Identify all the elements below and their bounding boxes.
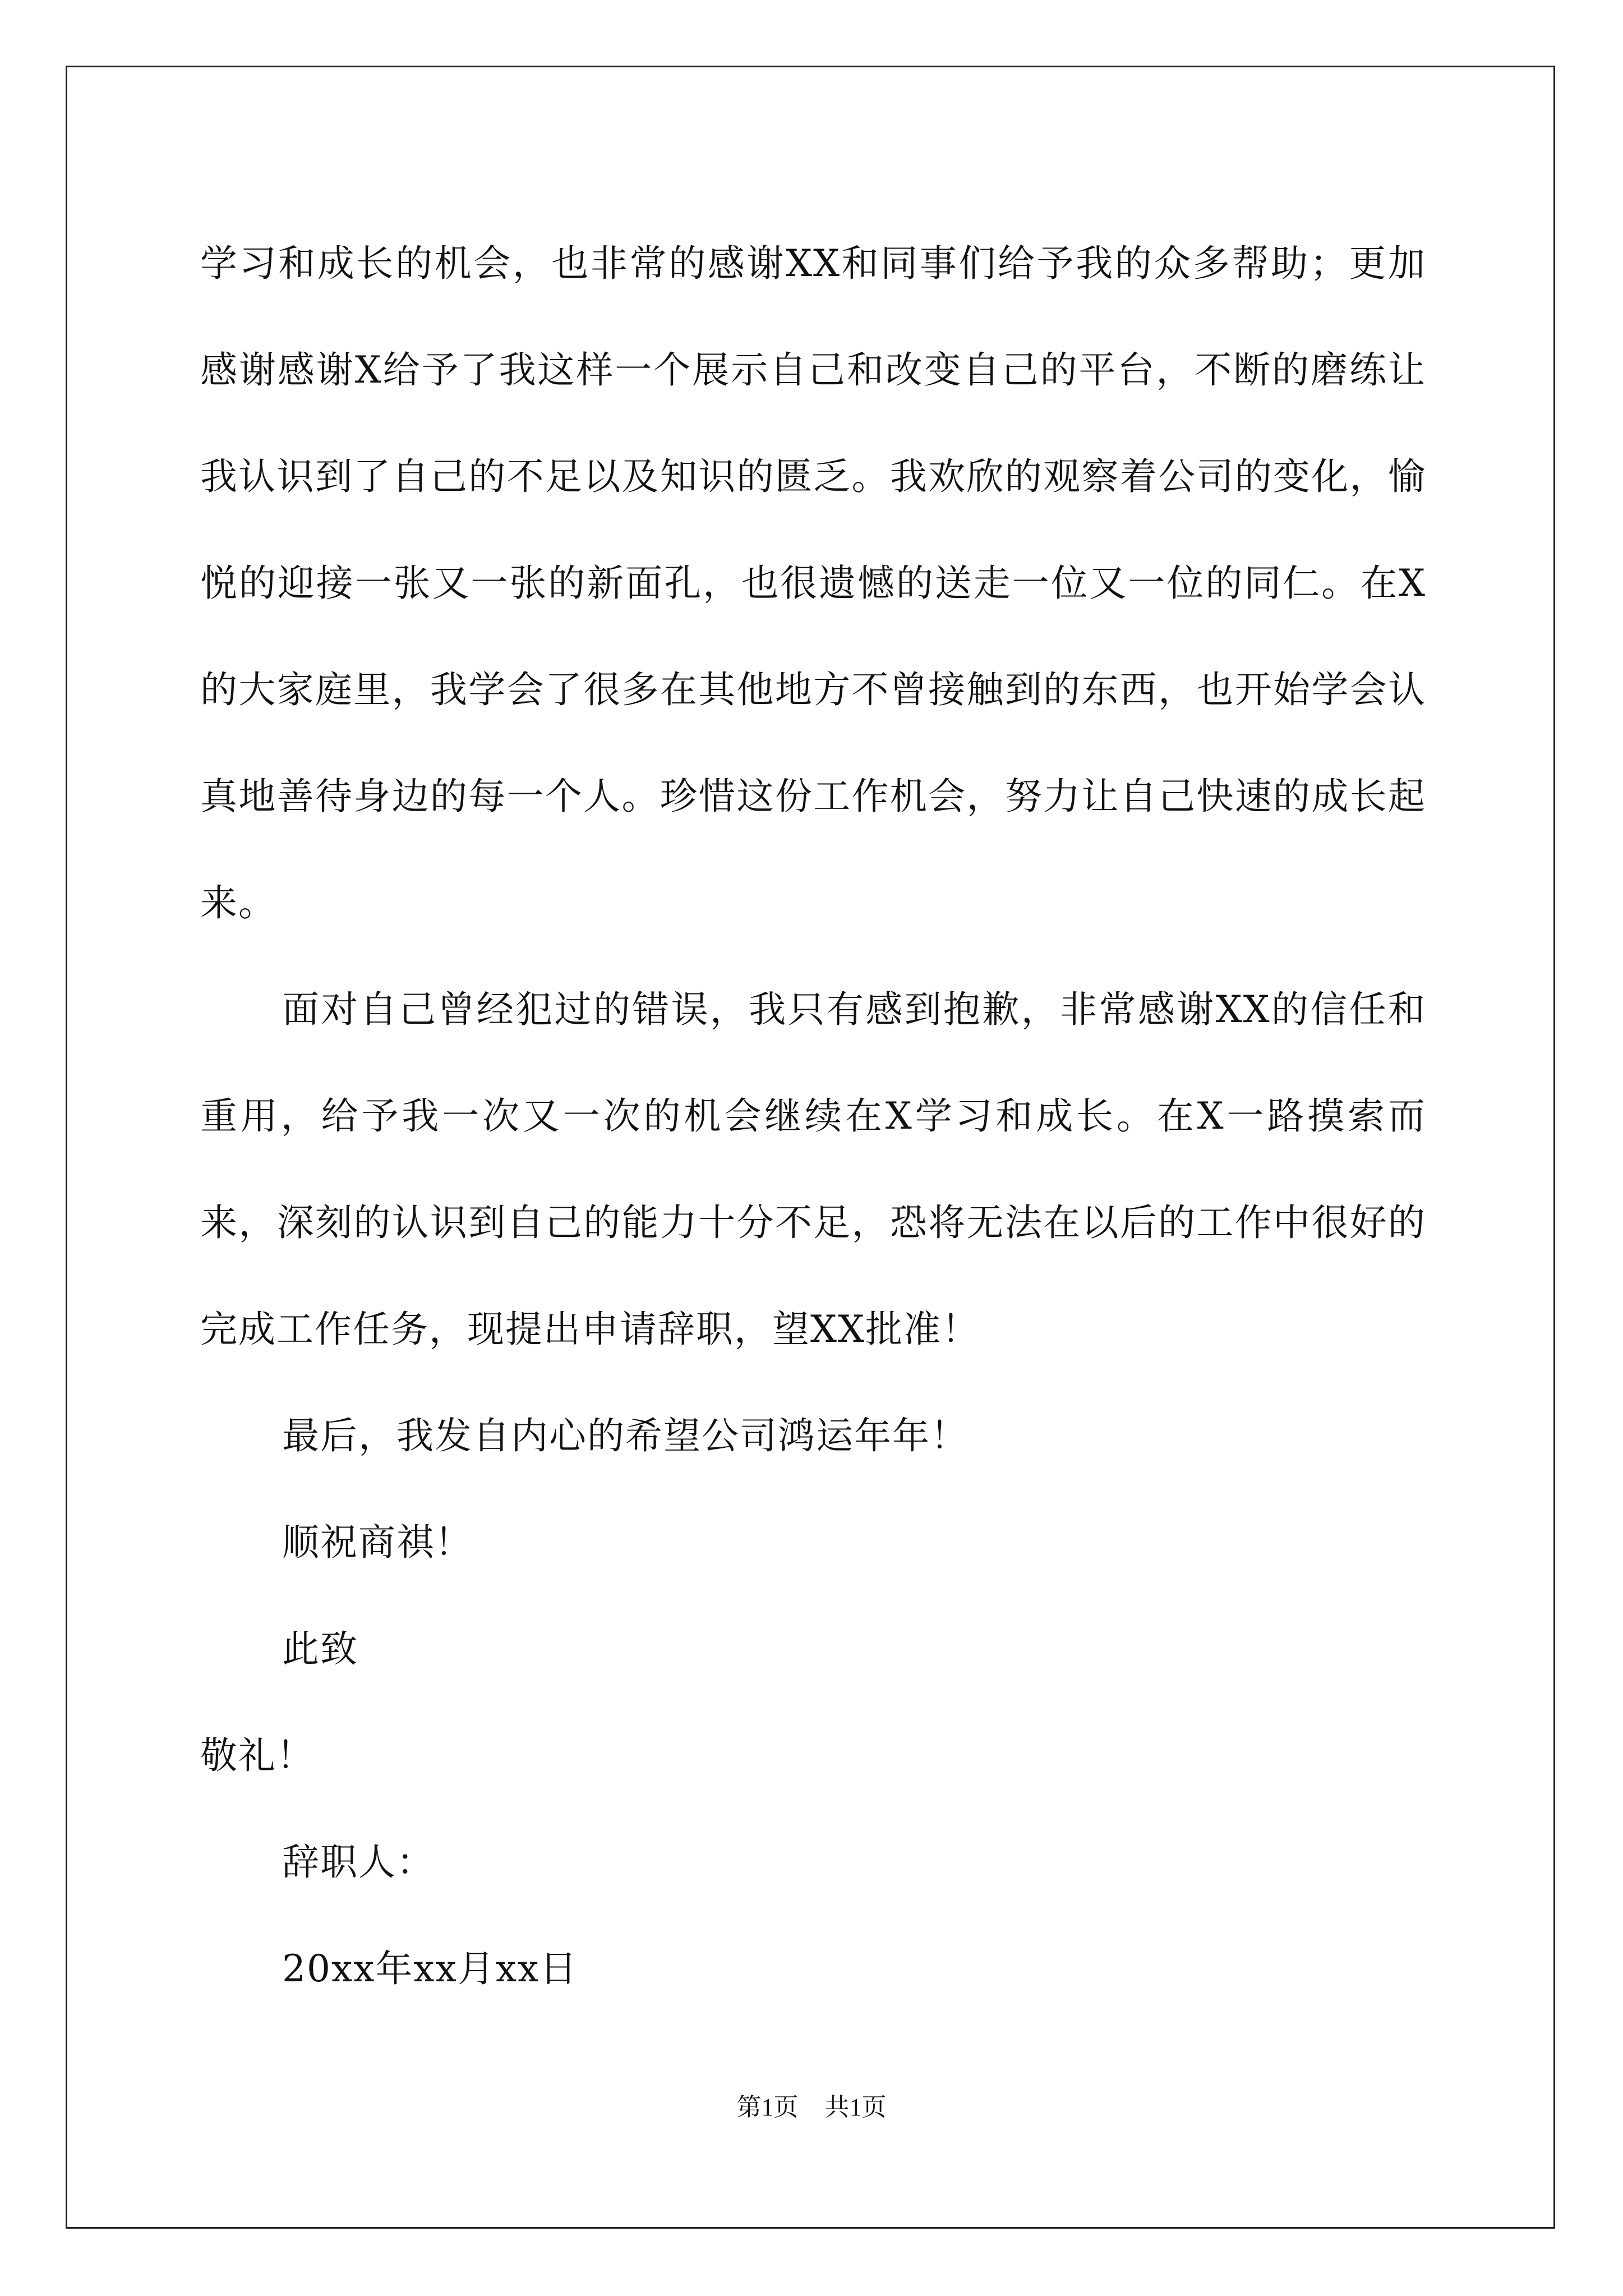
paragraph-gratitude: 学习和成长的机会，也非常的感谢XX和同事们给予我的众多帮助；更加感谢感谢X给予了我这样一个展示自己和改变自己的平台，不断的磨练让我认识到了自己的不足以及知识的匮乏。我欢欣的观察着公司的变化，愉悦的迎接一张又一张的新面孔，也很遗憾的送走一位又一位的同仁。在X的大家庭里，我学会了很多在其他地方不曾接触到的东西，也开始学会认真地善待身边的每一个人。珍惜这份工作机会，努力让自己快速的成长起来。: [200, 242, 1426, 924]
paragraph-regards: 顺祝商祺！: [282, 1521, 473, 1564]
paragraph-wishes: 最后，我发自内心的希望公司鸿运年年！: [282, 1414, 969, 1457]
closing-cizhi: 此致: [282, 1627, 358, 1671]
signature-label: 辞职人：: [282, 1841, 435, 1884]
page-footer: [0, 2087, 1623, 2123]
closing-jingli: 敬礼！: [200, 1734, 315, 1777]
page-number-current: 第1页: [736, 2093, 799, 2121]
date-line: 20xx年xx月xx日: [282, 1947, 578, 1990]
letter-body: [200, 210, 1426, 2022]
paragraph-apology: 面对自己曾经犯过的错误，我只有感到抱歉，非常感谢XX的信任和重用，给予我一次又一次的机会继续在X学习和成长。在X一路摸索而来，深刻的认识到自己的能力十分不足，恐将无法在以后的工作中很好的完成工作任务，现提出申请辞职，望XX批准！: [200, 988, 1426, 1351]
page-number-total: 共1页: [824, 2093, 887, 2121]
